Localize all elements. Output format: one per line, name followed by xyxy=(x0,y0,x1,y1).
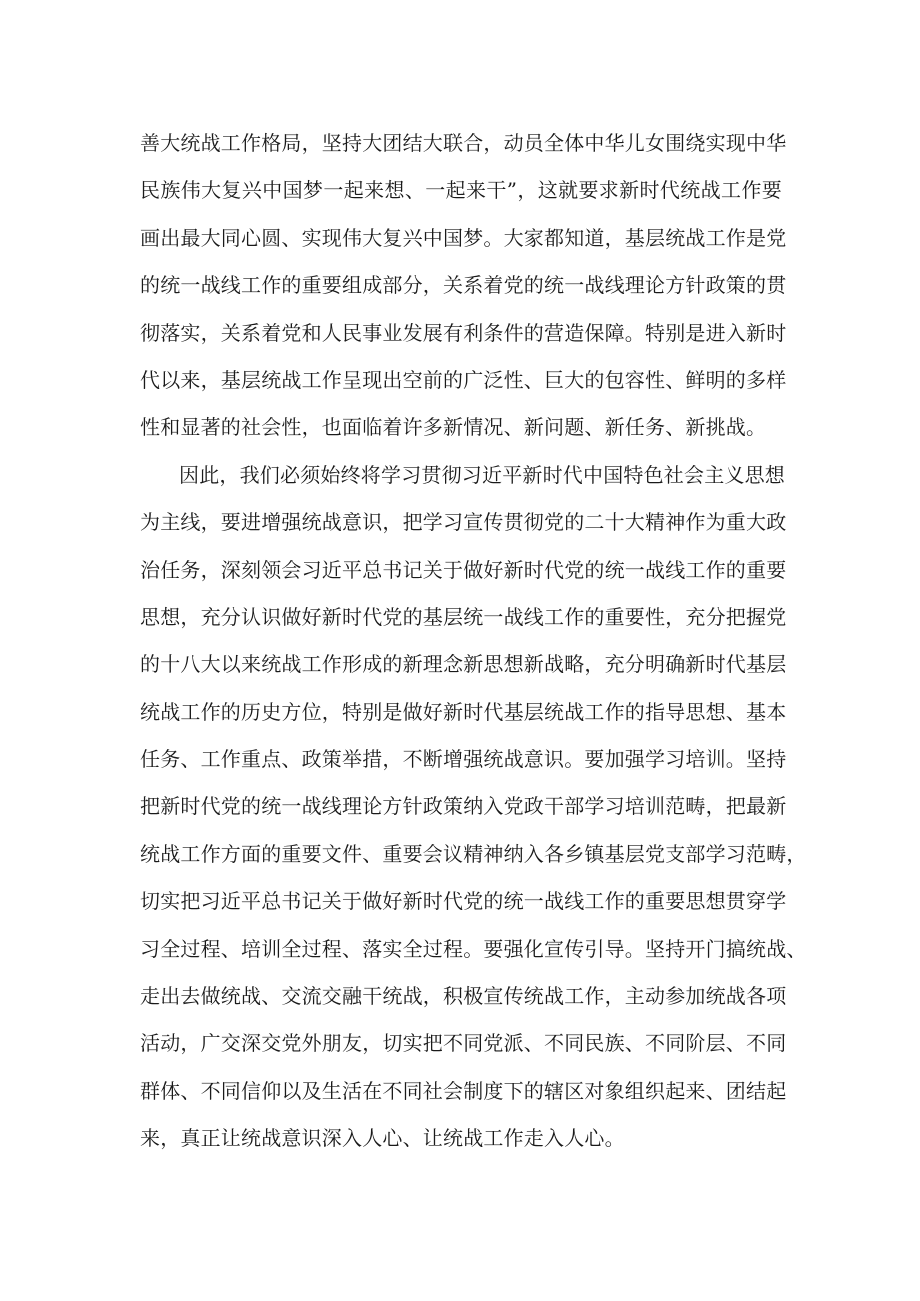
text-line: 的统一战线工作的重要组成部分，关系着党的统一战线理论方针政策的贯 xyxy=(140,273,787,298)
paragraph-2 xyxy=(140,452,807,1163)
text-line: 治任务，深刻领会习近平总书记关于做好新时代党的统一战线工作的重要 xyxy=(140,557,787,582)
text-line: 统战工作方面的重要文件、重要会议精神纳入各乡镇基层党支部学习范畴， xyxy=(140,841,807,866)
text-line: 代以来，基层统战工作呈现出空前的广泛性、巨大的包容性、鲜明的多样 xyxy=(140,367,787,392)
text-line: 切实把习近平总书记关于做好新时代党的统一战线工作的重要思想贯穿学 xyxy=(140,889,787,914)
text-line: 因此，我们必须始终将学习贯彻习近平新时代中国特色社会主义思想 xyxy=(179,462,785,487)
text-line: 的十八大以来统战工作形成的新理念新思想新战略，充分明确新时代基层 xyxy=(140,652,787,677)
text-line: 走出去做统战、交流交融干统战，积极宣传统战工作，主动参加统战各项 xyxy=(140,984,787,1009)
document-body xyxy=(140,120,807,1163)
text-line: 画出最大同心圆、实现伟大复兴中国梦。大家都知道，基层统战工作是党 xyxy=(140,225,787,250)
text-line: 善大统战工作格局，坚持大团结大联合，动员全体中华儿女围绕实现中华 xyxy=(140,131,787,155)
text-line: 彻落实，关系着党和人民事业发展有利条件的营造保障。特别是进入新时 xyxy=(140,320,787,345)
text-line: 为主线，要进增强统战意识，把学习宣传贯彻党的二十大精神作为重大政 xyxy=(140,510,787,535)
text-line: 群体、不同信仰以及生活在不同社会制度下的辖区对象组织起来、团结起 xyxy=(140,1078,787,1103)
text-line: 来，真正让统战意识深入人心、让统战工作走入人心。 xyxy=(140,1126,625,1151)
paragraph-1 xyxy=(140,120,787,452)
text-line: 民族伟大复兴中国梦一起来想、一起来干”，这就要求新时代统战工作要 xyxy=(140,178,782,203)
text-line: 习全过程、培训全过程、落实全过程。要强化宣传引导。坚持开门搞统战、 xyxy=(140,936,807,961)
text-line: 思想，充分认识做好新时代党的基层统一战线工作的重要性，充分把握党 xyxy=(140,604,787,629)
text-line: 活动，广交深交党外朋友，切实把不同党派、不同民族、不同阶层、不同 xyxy=(140,1031,787,1056)
text-line: 任务、工作重点、政策举措，不断增强统战意识。要加强学习培训。坚持 xyxy=(140,747,787,772)
text-line: 统战工作的历史方位，特别是做好新时代基层统战工作的指导思想、基本 xyxy=(140,699,787,724)
text-line: 把新时代党的统一战线理论方针政策纳入党政干部学习培训范畴，把最新 xyxy=(140,794,787,819)
text-line: 性和显著的社会性，也面临着许多新情况、新问题、新任务、新挑战。 xyxy=(140,415,767,440)
